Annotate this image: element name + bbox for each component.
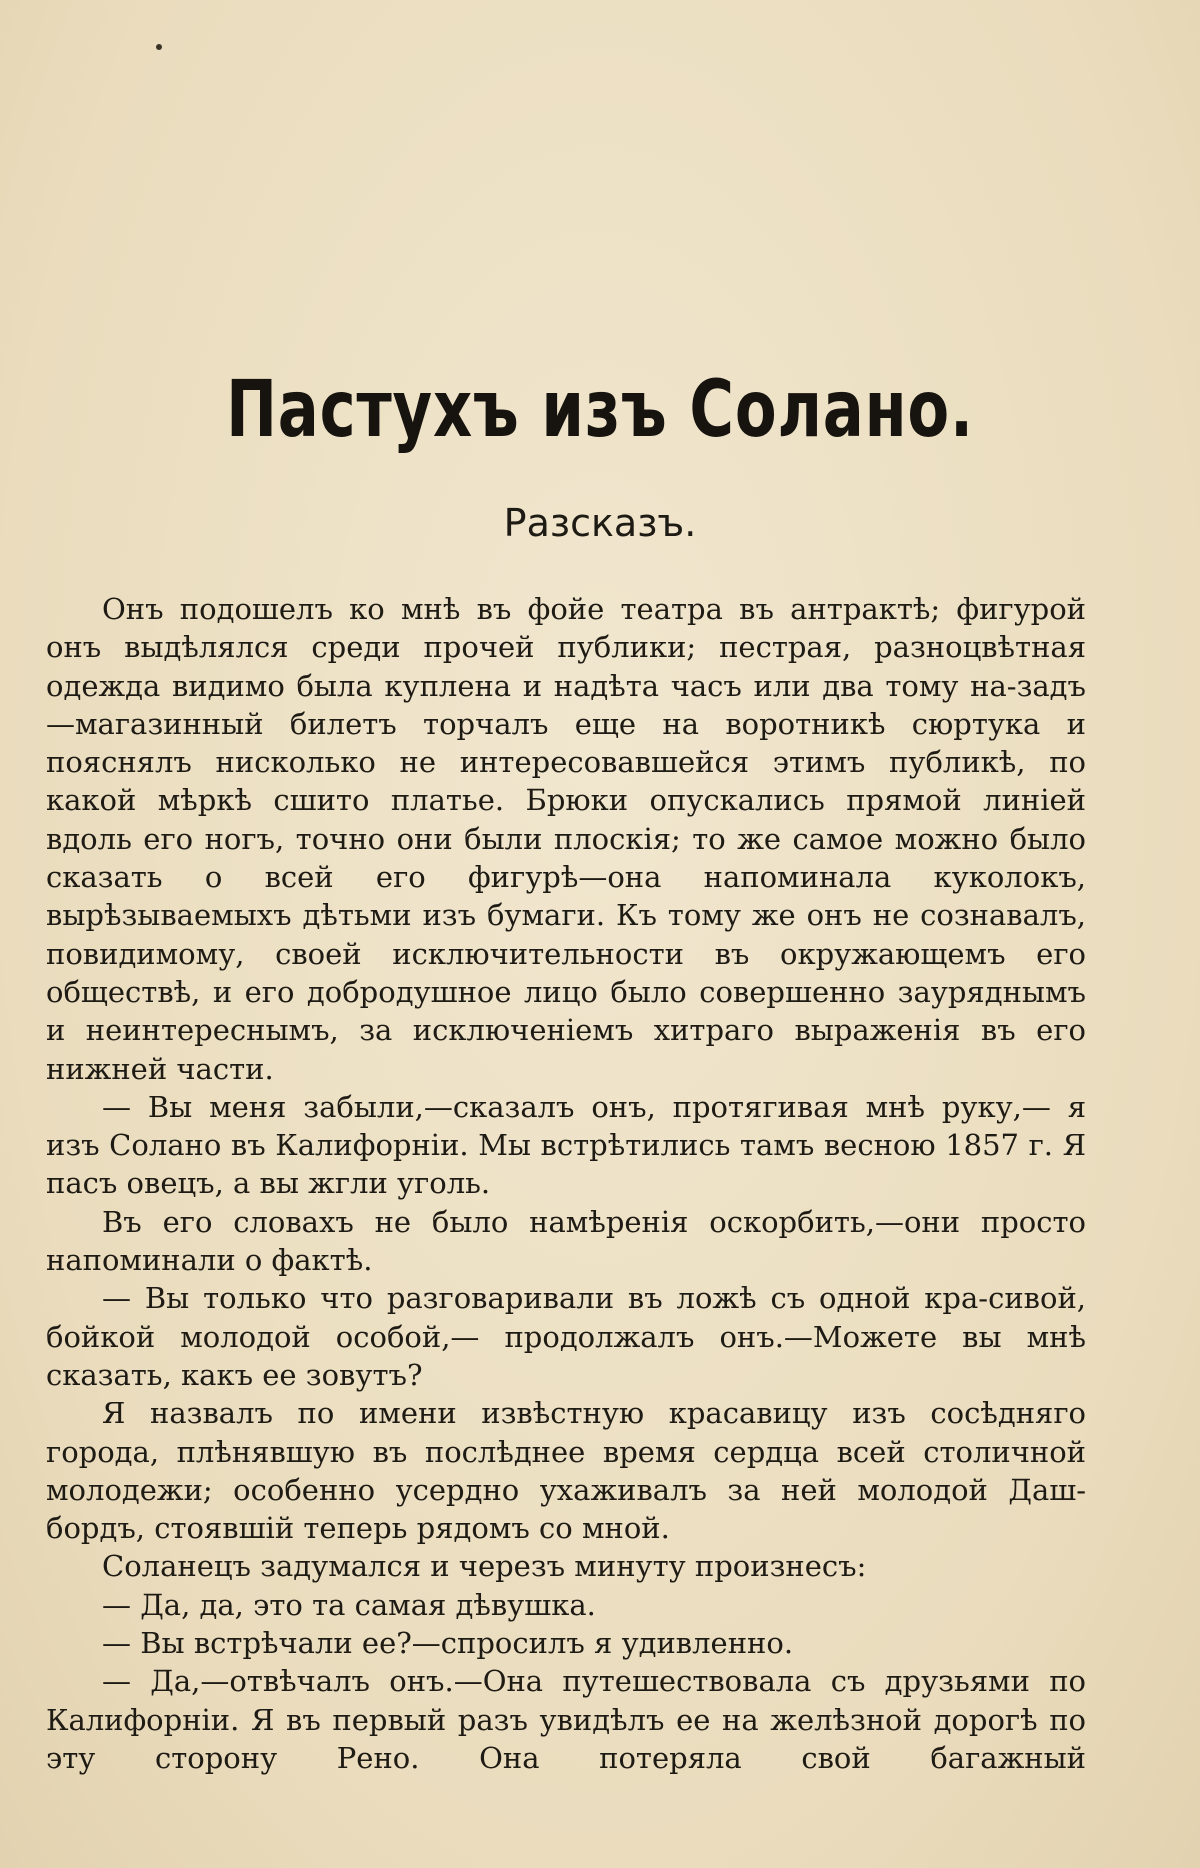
paragraph-narration-2: Я назвалъ по имени извѣстную красавицу изъ сосѣдняго города, плѣнявшую въ послѣднее время сердца всей столичной молодежи; особенно усердно ухаживалъ за ней молодой Даш-бордъ, стоявшій теперь рядомъ со мной. xyxy=(46,1396,1086,1546)
story-body xyxy=(46,590,1086,1777)
paragraph-dialogue-2: — Вы только что разговаривали въ ложѣ съ одной кра-сивой, бойкой молодой особой,— продолжалъ онъ.—Можете вы мнѣ сказать, какъ ее зовутъ? xyxy=(46,1281,1086,1392)
paragraph-dialogue-3: — Да, да, это та самая дѣвушка. xyxy=(102,1587,596,1622)
print-speck xyxy=(156,44,162,50)
paragraph-dialogue-5: — Да,—отвѣчалъ онъ.—Она путешествовала съ друзьями по Калифорніи. Я въ первый разъ увидѣлъ ее на желѣзной дорогѣ по эту сторону Рено. Она потеряла свой багажный xyxy=(46,1664,1086,1775)
story-title: Пастухъ изъ Солано. xyxy=(226,365,974,455)
paragraph-intro: Онъ подошелъ ко мнѣ въ фойе театра въ антрактѣ; фигурой онъ выдѣлялся среди прочей публики; пестрая, разноцвѣтная одежда видимо была куплена и надѣта часъ или два тому на-задъ—магазинный билетъ торчалъ еще на воротникѣ сюртука и пояснялъ нисколько не интересовавшейся этимъ публикѣ, по какой мѣркѣ сшито платье. Брюки опускались прямой линіей вдоль его ногъ, точно они были плоскія; то же самое можно было сказать о всей его фигурѣ—она напоминала куколокъ, вырѣзываемыхъ дѣтьми изъ бумаги. Къ тому же онъ не сознавалъ, повидимому, своей исключительности въ окружающемъ его обществѣ, и его добродушное лицо было совершенно зауряднымъ и неинтереснымъ, за исключеніемъ хитраго выраженія въ его нижней части. xyxy=(46,592,1086,1086)
paragraph-narration-3: Соланецъ задумался и черезъ минуту произнесъ: xyxy=(102,1549,867,1584)
story-subtitle: Разсказъ. xyxy=(503,501,697,545)
paragraph-dialogue-1: — Вы меня забыли,—сказалъ онъ, протягивая мнѣ руку,— я изъ Солано въ Калифорніи. Мы встрѣтились тамъ весною 1857 г. Я пасъ овецъ, а вы жгли уголь. xyxy=(46,1089,1086,1201)
paragraph-dialogue-4: — Вы встрѣчали ее?—спросилъ я удивленно. xyxy=(102,1626,794,1661)
paragraph-narration-1: Въ его словахъ не было намѣренія оскорбить,—они просто напоминали о фактѣ. xyxy=(46,1204,1086,1278)
